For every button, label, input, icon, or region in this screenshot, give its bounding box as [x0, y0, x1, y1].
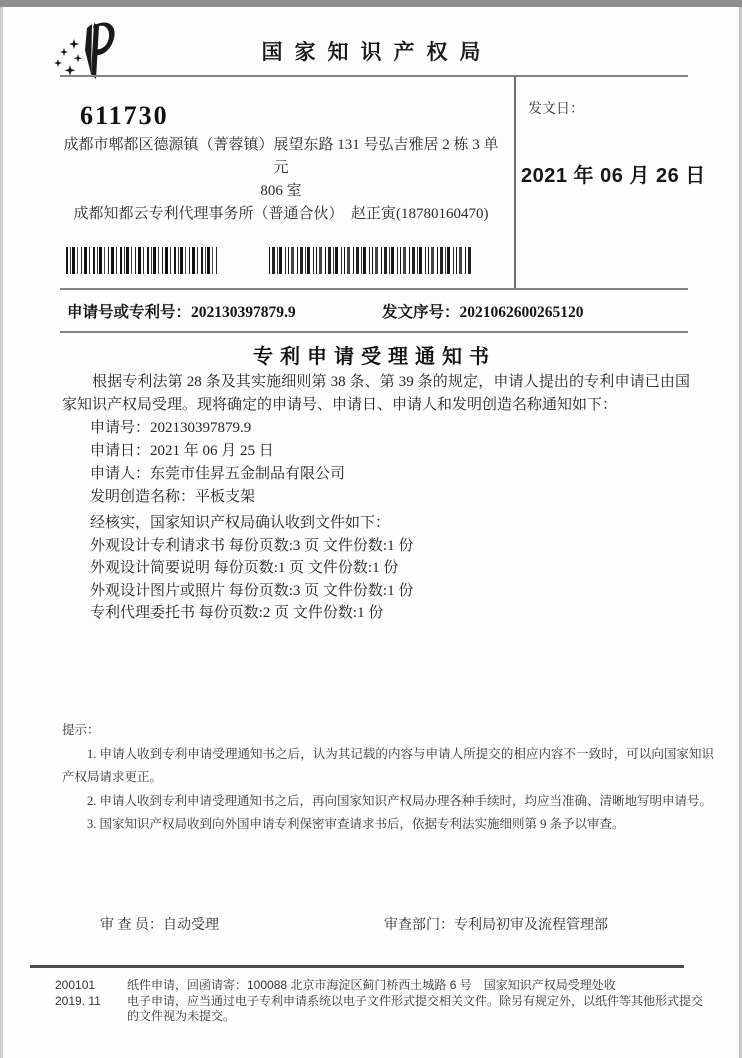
examiner-row	[100, 914, 219, 934]
tip-item: 2. 申请人收到专利申请受理通知书之后，再向国家知识产权局办理各种手续时，均应当准确、清晰地写明申请号。	[87, 793, 713, 808]
field-label: 发明创造名称：	[90, 489, 196, 505]
postal-code: 611730	[80, 101, 169, 130]
agency-line: 成都知都云专利代理事务所（普通合伙） 赵正寅(18780160470)	[73, 206, 489, 222]
document-item: 外观设计图片或照片 每份页数:3 页 文件份数:1 份	[90, 582, 414, 599]
dispatch-date-label: 发文日：	[528, 102, 584, 117]
footer	[55, 978, 710, 1025]
notice-intro: 根据专利法第 28 条及其实施细则第 38 条、第 39 条的规定，申请人提出的专利申请已由国家知识产权局受理。现将确定的申请号、申请日、申请人和发明创造名称通知如下：	[62, 374, 690, 413]
scan-left-edge	[0, 7, 3, 1058]
field-value: 平板支架	[195, 489, 256, 505]
document-item: 专利代理委托书 每份页数:2 页 文件份数:1 份	[90, 605, 384, 621]
tips-section	[62, 719, 714, 837]
received-intro: 经核实，国家知识产权局确认收到文件如下：	[90, 515, 391, 531]
barcode-rule	[60, 288, 688, 290]
reference-rule	[60, 331, 688, 333]
document-item: 外观设计专利请求书 每份页数:3 页 文件份数:1 份	[90, 537, 414, 554]
field-value: 东莞市佳昇五金制品有限公司	[150, 466, 346, 482]
examiner-label: 审 查 员：	[100, 918, 163, 933]
field-label: 申请日：	[90, 443, 151, 459]
tip-item: 3. 国家知识产权局收到向外国申请专利保密审查请求书后，依据专利法实施细则第 9 条予以审查。	[87, 817, 625, 831]
field-label: 申请人：	[90, 466, 151, 482]
office-title: 国家知识产权局	[261, 41, 493, 64]
barcode-right	[269, 247, 473, 274]
department-label: 审查部门：	[384, 918, 454, 933]
document-item: 外观设计简要说明 每份页数:1 页 文件份数:1 份	[90, 560, 399, 576]
serial-number-row	[382, 300, 584, 322]
recipient-address	[62, 134, 500, 226]
address-line-2: 806 室	[260, 183, 302, 199]
serial-number-value: 2021062600265120	[459, 304, 584, 321]
barcode-left	[66, 247, 219, 274]
examiner-value: 自动受理	[163, 918, 219, 933]
field-invention-title	[90, 486, 345, 509]
form-code: 200101	[55, 978, 96, 992]
footer-rule	[30, 965, 684, 968]
dispatch-date-value: 2021 年 06 月 26 日	[521, 165, 706, 187]
serial-number-label: 发文序号：	[382, 304, 460, 321]
field-application-number	[90, 417, 345, 440]
application-number-row	[67, 300, 296, 322]
tips-heading: 提示：	[62, 723, 100, 737]
field-label: 申请号：	[90, 420, 151, 436]
scan-top-edge	[0, 0, 742, 7]
field-value: 202130397879.9	[150, 420, 252, 436]
field-value: 2021 年 06 月 25 日	[150, 443, 274, 459]
form-version: 2019. 11	[55, 993, 101, 1008]
footer-paper-note: 纸件申请，回函请寄：100088 北京市海淀区蓟门桥西土城路 6 号 国家知识产权局受理处收	[127, 978, 616, 992]
department-row	[384, 914, 608, 934]
footer-electronic-note: 电子申请，应当通过电子专利申请系统以电子文件形式提交相关文件。除另有规定外，以纸件等其他形式提交的文件视为未提交。	[127, 993, 704, 1023]
application-number-label: 申请号或专利号：	[67, 304, 192, 321]
tip-item: 1. 申请人收到专利申请受理通知书之后，认为其记载的内容与申请人所提交的相应内容不一致时，可以向国家知识产权局请求更正。	[62, 746, 714, 784]
field-applicant	[90, 463, 345, 486]
field-application-date	[90, 440, 345, 463]
application-fields	[90, 417, 345, 509]
address-line-1: 成都市郫都区德源镇（菁蓉镇）展望东路 131 号弘吉雅居 2 栋 3 单元	[63, 137, 499, 176]
application-number-value: 202130397879.9	[191, 304, 296, 321]
received-documents	[90, 512, 413, 625]
department-value: 专利局初审及流程管理部	[454, 918, 608, 933]
header-rule	[60, 75, 688, 77]
notice-title: 专利申请受理通知书	[253, 346, 496, 368]
address-date-divider	[514, 76, 516, 288]
